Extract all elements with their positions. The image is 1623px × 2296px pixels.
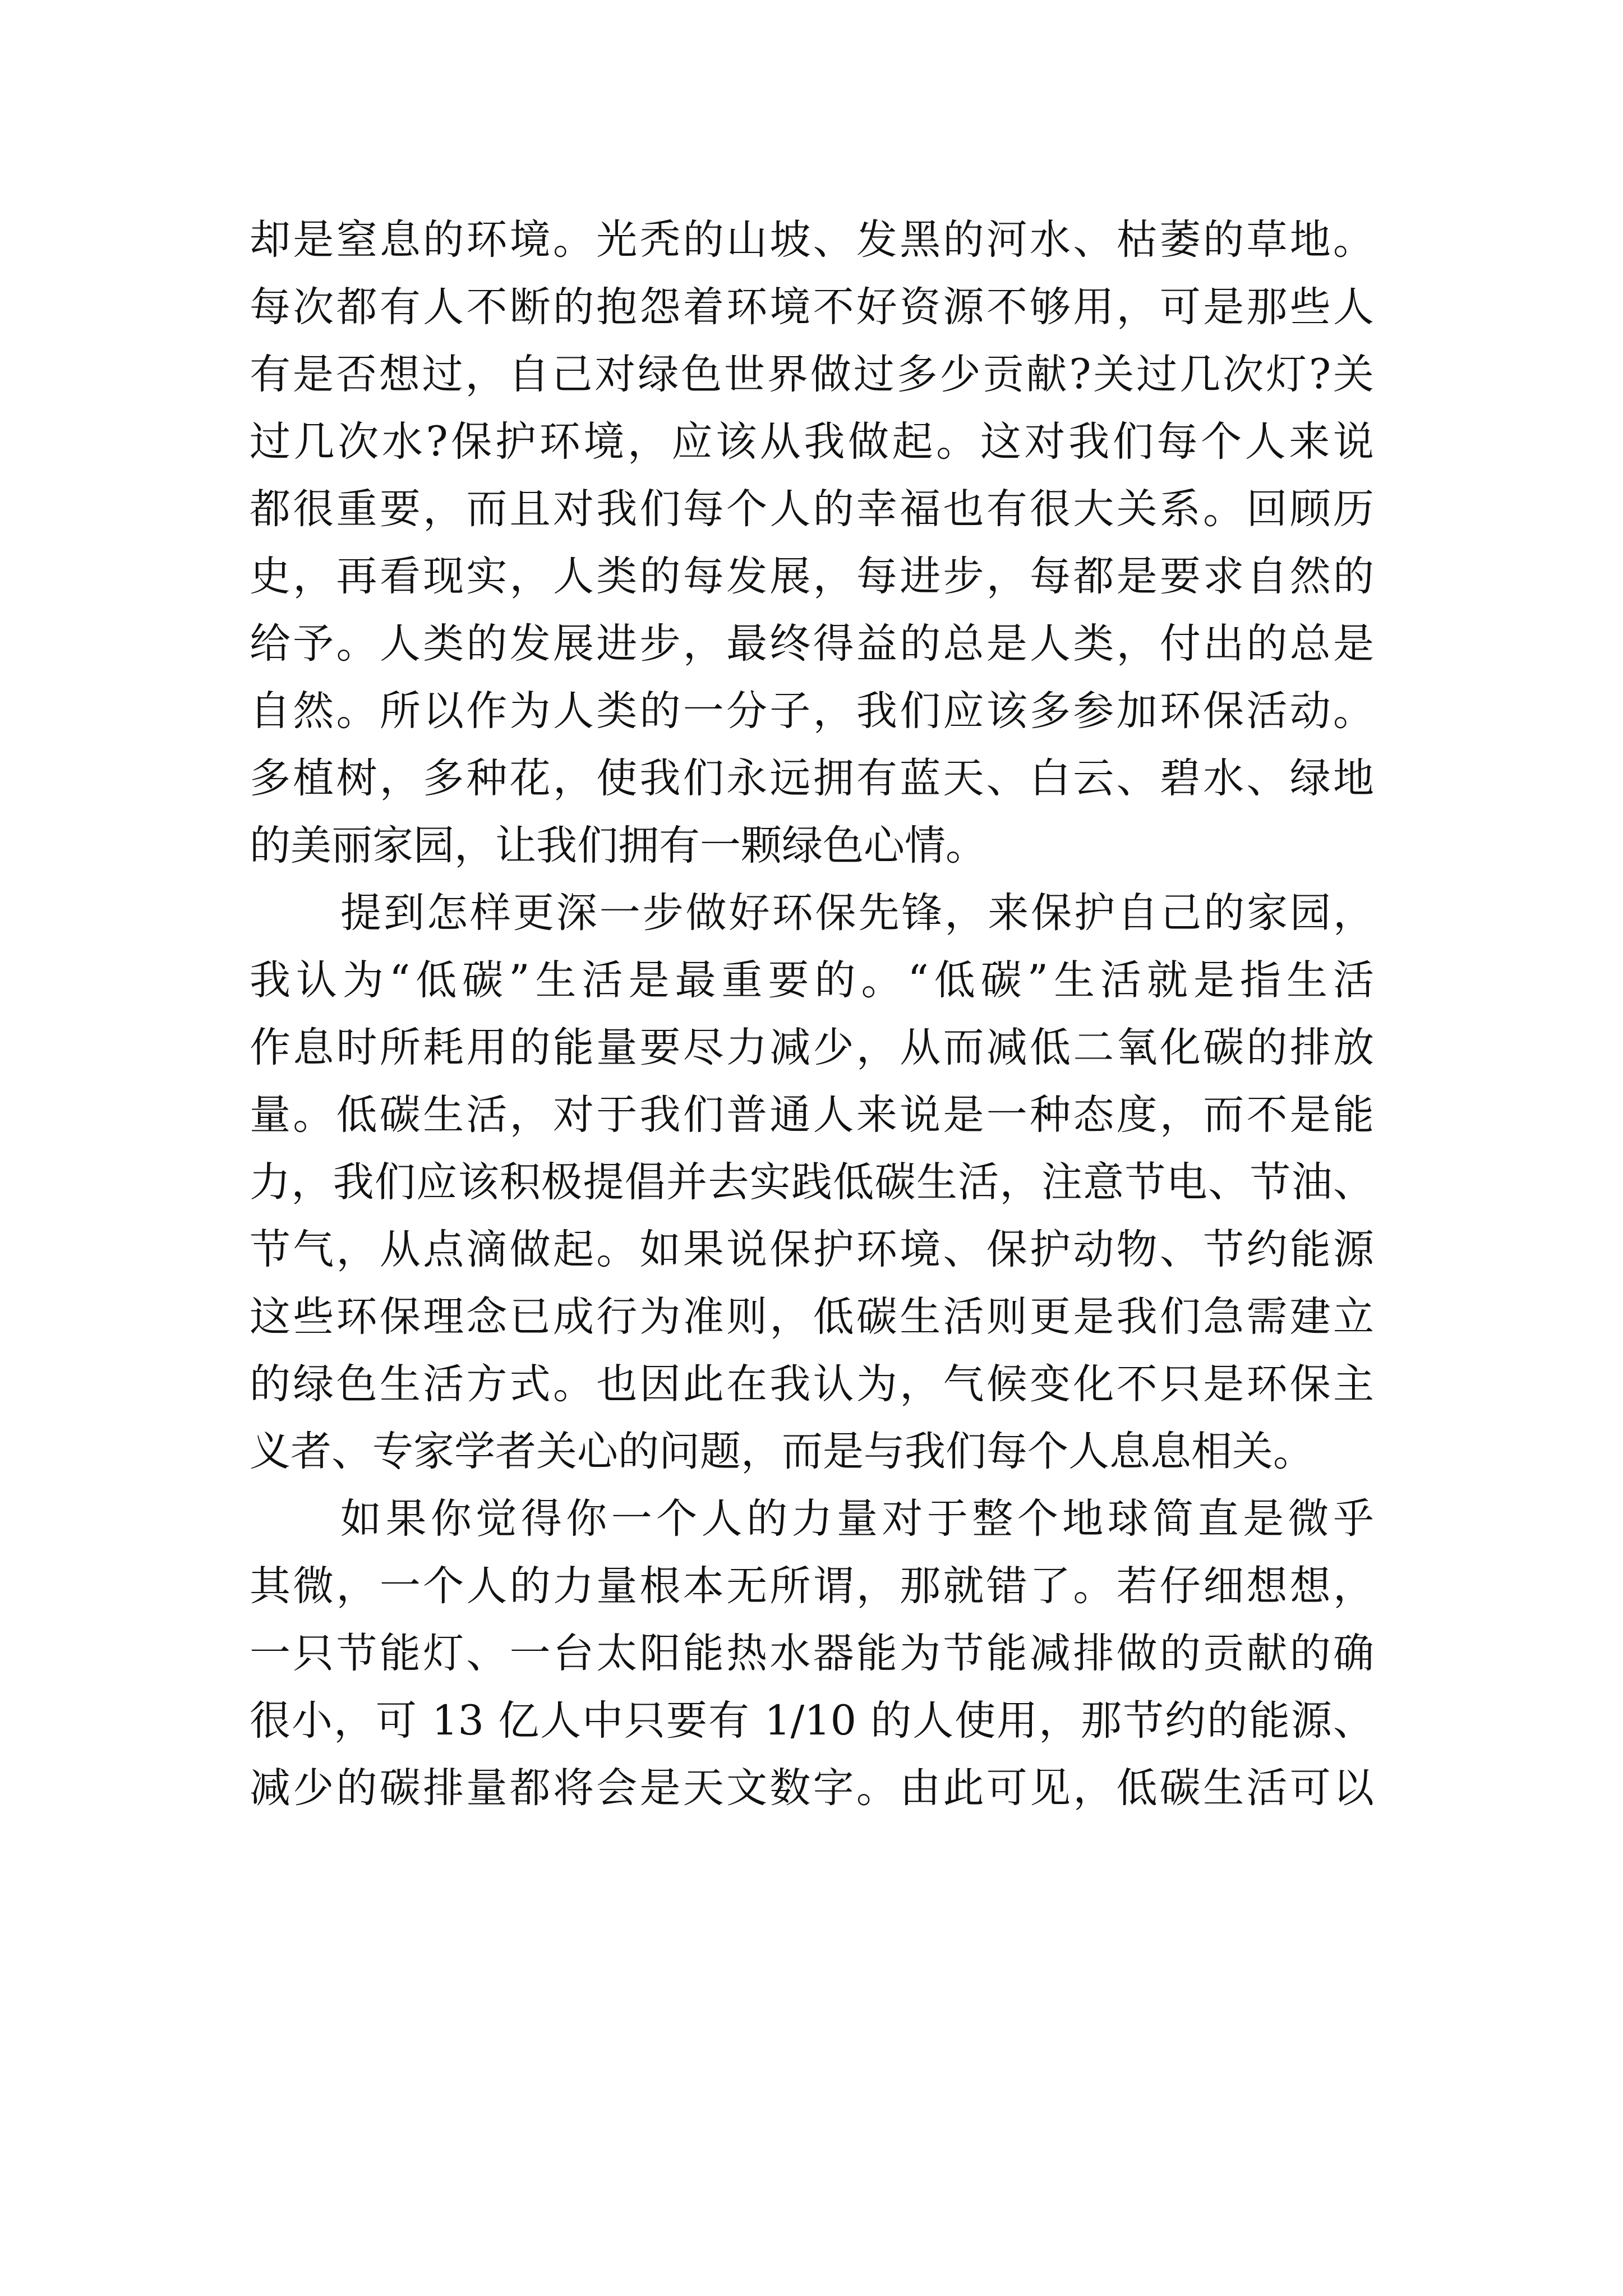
text-line: 给予。人类的发展进步，最终得益的总是人类，付出的总是 bbox=[250, 620, 1374, 668]
text-line: 作息时所耗用的能量要尽力减少，从而减低二氧化碳的排放 bbox=[250, 1024, 1374, 1071]
text-line: 的美丽家园，让我们拥有一颗绿色心情。 bbox=[250, 822, 986, 869]
text-line: 这些环保理念已成行为准则，低碳生活则更是我们急需建立 bbox=[250, 1293, 1374, 1341]
text-line: 力，我们应该积极提倡并去实践低碳生活，注意节电、节油、 bbox=[250, 1158, 1374, 1206]
text-line: 一只节能灯、一台太阳能热水器能为节能减排做的贡献的确 bbox=[250, 1630, 1374, 1677]
text-line: 节气，从点滴做起。如果说保护环境、保护动物、节约能源 bbox=[250, 1226, 1374, 1273]
text-line: 每次都有人不断的抱怨着环境不好资源不够用，可是那些人 bbox=[250, 283, 1374, 331]
body-text bbox=[250, 206, 1374, 1822]
paragraph-first-line: 如果你觉得你一个人的力量对于整个地球简直是微乎 bbox=[340, 1495, 1374, 1543]
text-line: 其微，一个人的力量根本无所谓，那就错了。若仔细想想， bbox=[250, 1562, 1374, 1610]
text-line: 有是否想过，自己对绿色世界做过多少贡献?关过几次灯?关 bbox=[250, 351, 1374, 398]
text-line: 很小，可 13 亿人中只要有 1/10 的人使用，那节约的能源、 bbox=[250, 1697, 1374, 1745]
text-line: 量。低碳生活，对于我们普通人来说是一种态度，而不是能 bbox=[250, 1091, 1374, 1139]
text-line: 过几次水?保护环境，应该从我做起。这对我们每个人来说 bbox=[250, 418, 1374, 466]
paragraph-first-line: 提到怎样更深一步做好环保先锋，来保护自己的家园， bbox=[340, 889, 1374, 937]
text-line: 却是窒息的环境。光秃的山坡、发黑的河水、枯萎的草地。 bbox=[250, 216, 1374, 264]
text-line: 多植树，多种花，使我们永远拥有蓝天、白云、碧水、绿地 bbox=[250, 754, 1374, 802]
text-line: 都很重要，而且对我们每个人的幸福也有很大关系。回顾历 bbox=[250, 485, 1374, 533]
text-line: 减少的碳排量都将会是天文数字。由此可见，低碳生活可以 bbox=[250, 1764, 1374, 1812]
text-line: 的绿色生活方式。也因此在我认为，气候变化不只是环保主 bbox=[250, 1360, 1374, 1408]
text-line: 义者、专家学者关心的问题，而是与我们每个人息息相关。 bbox=[250, 1428, 1314, 1475]
text-line: 我认为“低碳”生活是最重要的。“低碳”生活就是指生活 bbox=[250, 956, 1374, 1004]
text-line: 史，再看现实，人类的每发展，每进步，每都是要求自然的 bbox=[250, 553, 1374, 600]
text-line: 自然。所以作为人类的一分子，我们应该多参加环保活动。 bbox=[250, 687, 1374, 735]
